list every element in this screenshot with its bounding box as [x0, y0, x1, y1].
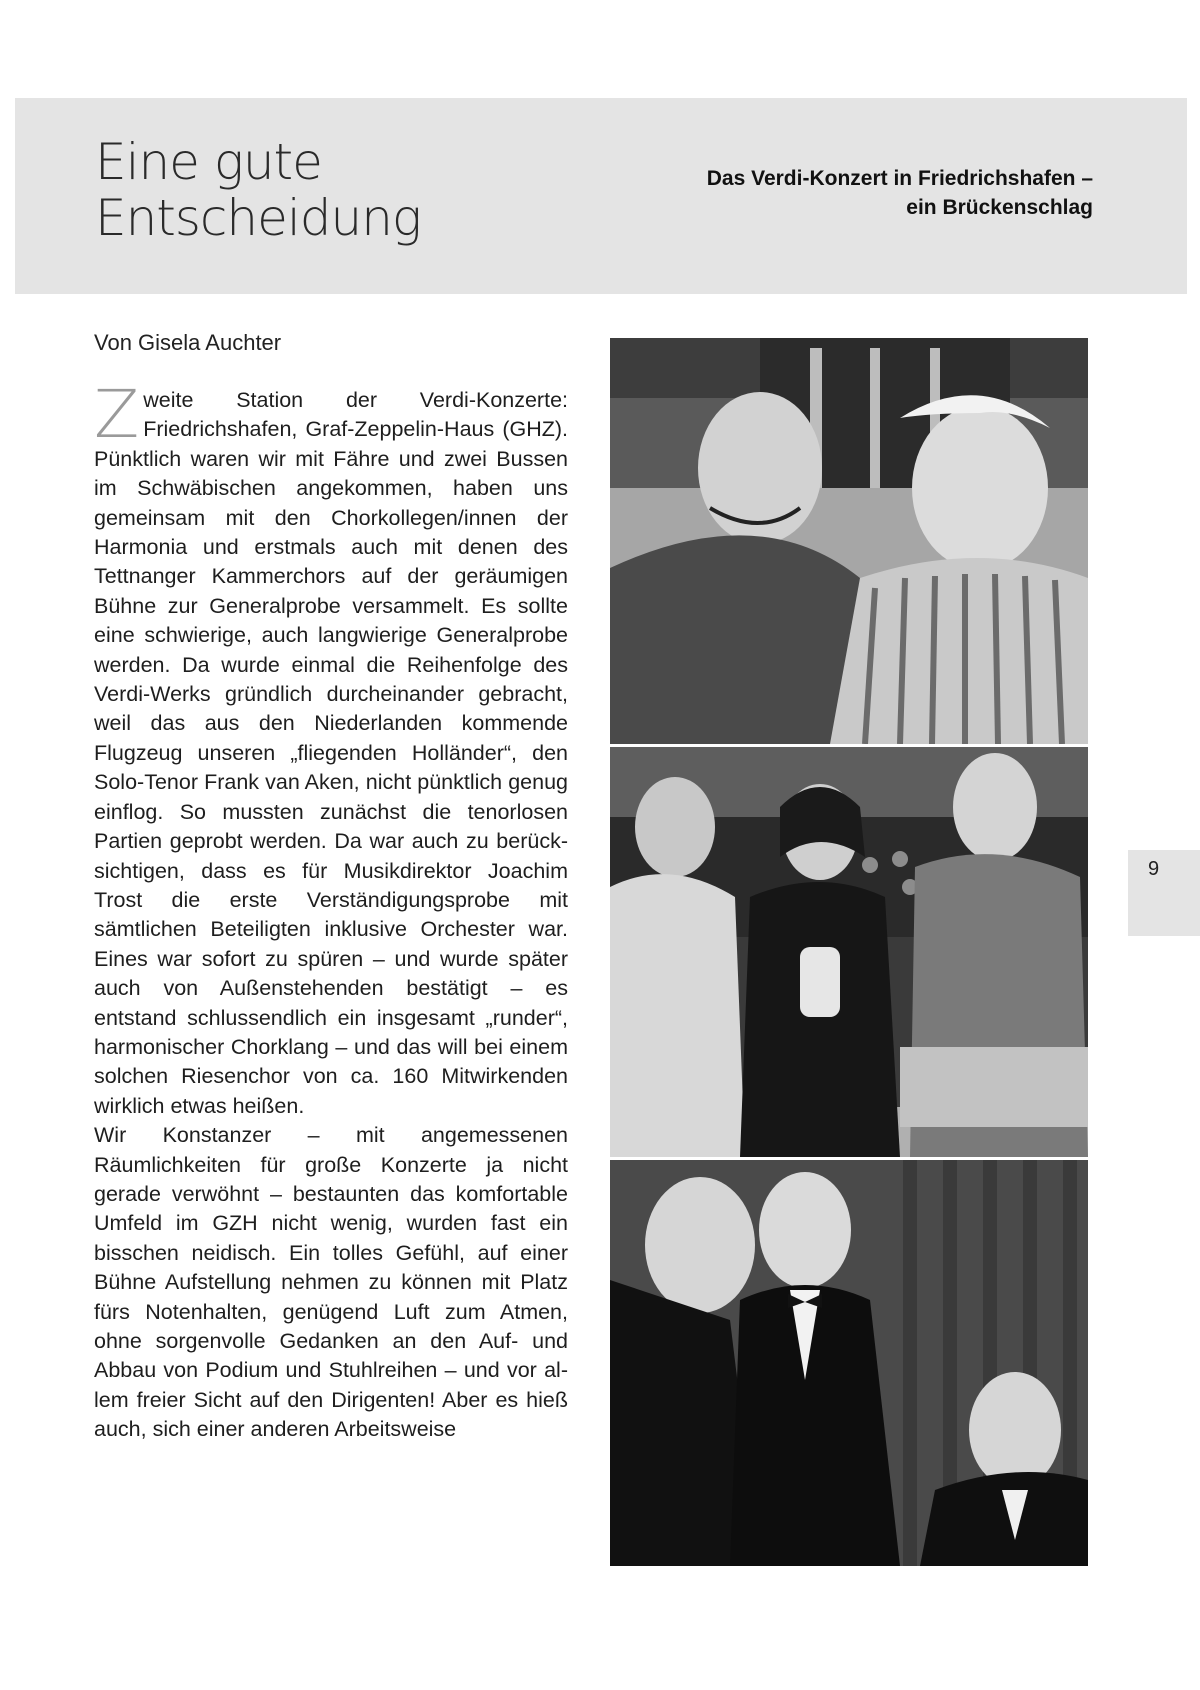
page-number-tab — [1128, 850, 1200, 936]
author-byline: Von Gisela Auchter — [94, 330, 282, 355]
subtitle-line-2: ein Brückenschlag — [906, 196, 1093, 219]
photo-two-men-talking — [610, 338, 1088, 744]
page-number: 9 — [1148, 858, 1160, 880]
article-paragraph-2: Wir Konstanzer – mit angemessenen Räumlichkeiten für große Konzerte ja nicht gerade verwöhnt – bestaunten das komfortable Umfeld im GZH nicht wenig, wurden fast ein bisschen neidisch. Ein tolles Gefühl, auf einer Bühne Aufstellung nehmen zu können mit Platz fürs Notenhalten, genügend Luft zum Atmen, ohne sorgenvolle Gedanken an den Auf- und Abbau von Podium und Stuhlreihen – und vor allem freier Sicht auf den Dirigenten! Aber es hieß auch, sich einer anderen Arbeitsweise — [94, 1123, 568, 1442]
photo-men-in-tuxedos — [610, 1160, 1088, 1566]
drop-cap: Z — [94, 376, 140, 453]
title-line-2: Entscheidung — [95, 189, 421, 247]
photo-column — [610, 338, 1088, 1569]
article-body — [94, 376, 568, 1445]
subtitle-line-1: Das Verdi-Konzert in Friedrichshafen – — [706, 167, 1093, 190]
article-paragraph-1 — [94, 376, 568, 1121]
header-band — [15, 98, 1187, 294]
title-line-1: Eine gute — [95, 133, 322, 191]
page-title — [95, 134, 421, 246]
page-subtitle — [707, 164, 1093, 222]
paragraph-1-text: weite Station der Verdi-Konzerte: Friedrichshafen, Graf-Zeppelin-Haus (GHZ). Pünktlich waren wir mit Fähre und zwei Bussen im Schwäbischen angekommen, haben uns gemeinsam mit den Chorkollegen/innen der Harmonia und erstmals auch mit denen des Tettnanger Kammerchors auf der geräumigen Bühne zur Generalprobe versammelt. Es sollte eine schwierige, auch langwierige Generalprobe werden. Da wurde einmal die Reihenfolge des Verdi-Werks gründlich durcheinander gebracht, weil das aus den Niederlanden kommende Flugzeug unseren „fliegenden Holländer“, den Solo-Tenor Frank van Aken, nicht pünktlich genug einflog. So mussten zunächst die tenorlosen Partien geprobt werden. Da war auch zu berücksichtigen, dass es für Musikdirektor Joachim Trost die erste Verständigungsprobe mit sämtlichen Beteiligten inklusive Orchester war. Eines war sofort zu spüren – und wurde später auch von Außenstehenden bestätigt – es entstand schlussendlich ein insgesamt „runder“, harmonischer Chorklang – und das will bei einem solchen Riesenchor von ca. 160 Mitwirkenden wirklich etwas heißen. — [94, 388, 568, 1118]
photo-three-singers — [610, 747, 1088, 1157]
